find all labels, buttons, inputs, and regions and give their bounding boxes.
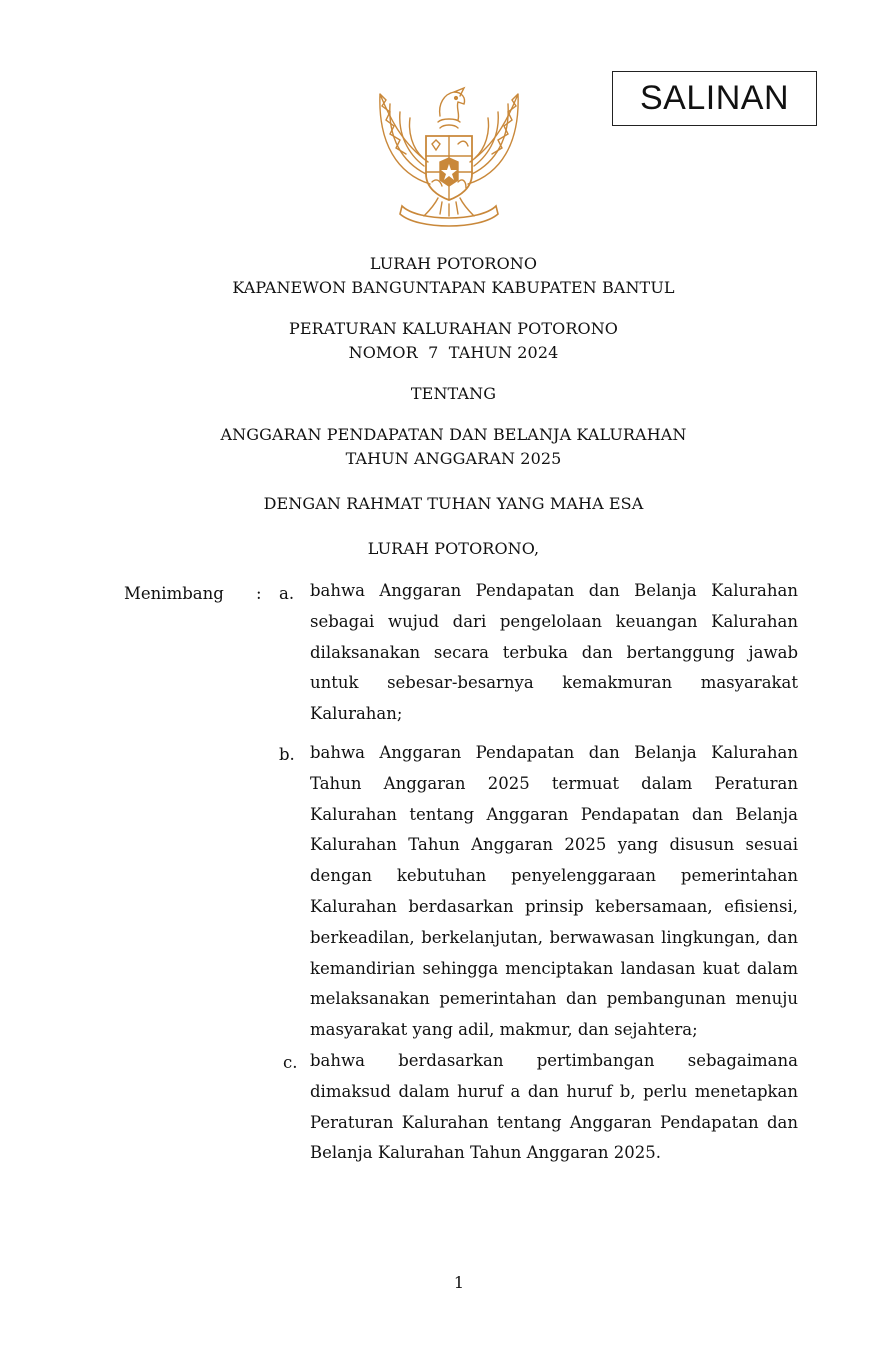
regulation-subject-line2: TAHUN ANGGARAN 2025 [345,449,562,468]
item-c-mark: c. [283,1053,298,1072]
salinan-stamp: SALINAN [612,71,817,126]
regulation-about-label: TENTANG [410,384,497,403]
item-b-text: bahwa Anggaran Pendapatan dan Belanja Kalurahan Tahun Anggaran 2025 termuat dalam Peraturan Kalurahan tentang Anggaran Pendapatan dan Belanja Kalurahan Tahun Anggaran 2025 yang disusun sesuai dengan kebutuhan penyelenggaraan pemerintahan Kalurahan berdasarkan prinsip kebersamaan, efisiensi, berkeadilan, berkelanjutan, berwawasan lingkungan, dan kemandirian sehingga menciptakan landasan kuat dalam melaksanakan pemerintahan dan pembangunan menuju masyarakat yang adil, makmur, dan sejahtera; [310,743,798,1040]
enacting-official: LURAH POTORONO, [367,539,540,558]
item-b-mark: b. [279,745,295,764]
item-c-text: bahwa berdasarkan pertimbangan sebagaimana dimaksud dalam huruf a dan huruf b, perlu menetapkan Peraturan Kalurahan tentang Anggaran Pendapatan dan Belanja Kalurahan Tahun Anggaran 2025. [310,1051,798,1163]
page-number: 1 [453,1273,465,1292]
invocation: DENGAN RAHMAT TUHAN YANG MAHA ESA [263,494,644,513]
header-region: KAPANEWON BANGUNTAPAN KABUPATEN BANTUL [232,278,675,297]
regulation-number: NOMOR 7 TAHUN 2024 [348,343,559,362]
header-lurah-title: LURAH POTORONO [369,254,538,273]
menimbang-colon: : [256,584,262,603]
regulation-subject-line1: ANGGARAN PENDAPATAN DAN BELANJA KALURAHAN [220,425,687,444]
menimbang-label: Menimbang [124,584,224,603]
regulation-title: PERATURAN KALURAHAN POTORONO [288,319,619,338]
garuda-pancasila-emblem-icon [368,74,530,234]
item-a-mark: a. [279,584,295,603]
item-a-text: bahwa Anggaran Pendapatan dan Belanja Kalurahan sebagai wujud dari pengelolaan keuangan Kalurahan dilaksanakan secara terbuka dan bertanggung jawab untuk sebesar-besarnya kemakmuran masyarakat Kalurahan; [310,581,798,724]
